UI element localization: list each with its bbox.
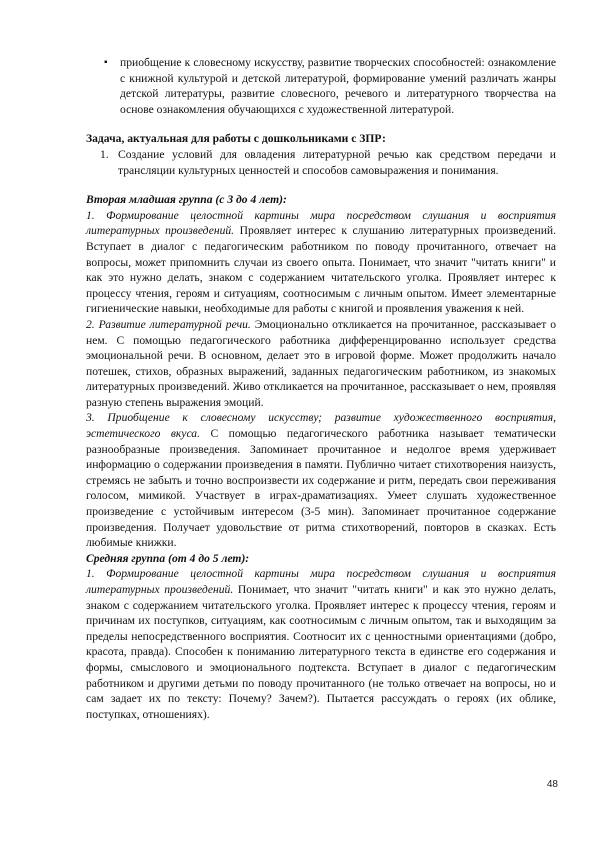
middle-item-1-body: Понимает, что значит "читать книги" и как это нужно делать, знаком с содержанием читательского уголка. Проявляет интерес к процессу чтения, героям и причинам их поступков, ситуациям, как соотносимым с личным опытом, так и выходящим за пределы непосредственного восприятия. Соотносит их с ценностными ориентациями (добро, красота, правда). Способен к пониманию литературного текста в единстве его содержания и формы, смыслового и эмоционального подтекста. Вступает в диалог с педагогическим работником и другими детьми по поводу прочитанного (не только отвечает на вопросы, но и сам задает их по тексту: Почему? Зачем?). Пытается рассуждать о героях (их облике, поступках, отношениях). — [86, 583, 557, 721]
junior-item-1-lead: 1. Формирование целостной картины мира посредством слушания и восприятия литературных произведений. — [86, 208, 556, 238]
junior-item-3-lead: 3. Приобщение к словесному искусству; развитие художественного восприятия, эстетического вкуса. — [86, 411, 556, 441]
bullet-list-item — [86, 55, 556, 117]
junior-item-3-body: С помощью педагогического работника называет тематически разнообразные произведения. Запоминает прочитанное и недолгое время удерживает информацию о содержании произведения в памяти. Публично читает стихотворения наизусть, стремясь не забыть и точно воспроизвести их содержание и ритм, передать свои переживания голосом, мимикой. Участвует в играх-драматизациях. Умеет слушать художественное произведение с устойчивым интересом (3-5 мин). Запоминает прочитанное содержание произведения. Получает удовольствие от ритма стихотворений, повторов в сказках. Есть любимые книжки. — [86, 427, 556, 550]
junior-item-1-body: Проявляет интерес к слушанию литературных произведений. Вступает в диалог с педагогическим работником по поводу прочитанного, отвечает на вопросы, может припомнить случаи из своего опыта. Понимает, что значит "читать книги" и как это нужно делать, знаком с содержанием читательского уголка. Проявляет интерес к процессу чтения, героям и ситуациям, соотносимым с личным опытом. Имеет элементарные гигиенические навыки, необходимые для работы с книгой и проявления уважения к ней. — [86, 224, 557, 316]
group-middle-title: Средняя группа (от 4 до 5 лет): — [86, 551, 250, 565]
document-page — [86, 55, 556, 722]
task-number: 1. — [100, 147, 109, 161]
tasks-heading: Задача, актуальная для работы с дошкольниками с ЗПР: — [86, 132, 386, 146]
junior-item-3 — [86, 410, 556, 550]
bullet-icon: ▪ — [104, 57, 108, 68]
middle-item-1-lead: 1. Формирование целостной картины мира посредством слушания и восприятия литературных произведений. — [86, 567, 556, 596]
task-text: Создание условий для овладения литературной речью как средством передачи и трансляции культурных ценностей и способов самовыражения и понимания. — [118, 147, 556, 177]
group-junior-title: Вторая младшая группа (с 3 до 4 лет): — [86, 193, 287, 207]
junior-item-2 — [86, 317, 556, 411]
task-item — [86, 147, 556, 178]
bullet-text: приобщение к словесному искусству, развитие творческих способностей: ознакомление с книжной культурой и детской литературой, формирование умений различать жанры детской литературы, развитие словесного, речевого и литературного творчества на основе ознакомления обучающихся с художественной литературой. — [120, 56, 556, 116]
middle-item-1 — [86, 566, 556, 722]
junior-item-2-body: Эмоционально откликается на прочитанное, рассказывает о нем. С помощью педагогического работника дифференцированно использует средства эмоциональной речи. В основном, делает это в игровой форме. Может продолжить начало потешек, стихов, образных выражений, заданных педагогическим работником, из знакомых литературных произведений. Живо откликается на прочитанное, рассказывает о нем, проявляя разную степень выражения эмоций. — [86, 317, 556, 409]
page-number: 48 — [546, 779, 558, 790]
junior-item-1 — [86, 208, 556, 317]
junior-item-2-lead: 2. Развитие литературной речи. — [86, 317, 251, 331]
